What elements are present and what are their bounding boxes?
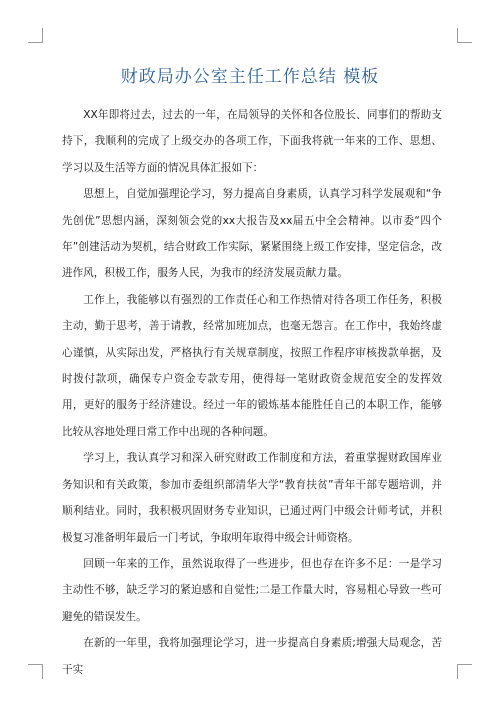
paragraph-study: 学习上，我认真学习和深入研究财政工作制度和方法，着重掌握财政国库业务知识和有关政策，参加市委组织部清华大学“教育扶贫”青年干部专题培训，并顺利结业。同时，我积极巩固财务专业知识，已通过两门中级会计师考试，并积极复习准备明年最后一门考试，争取明年取得中级会计师资格。 (62, 452, 442, 544)
paragraph-thought: 思想上，自觉加强理论学习，努力提高自身素质，认真学习科学发展观和“争先创优”思想内涵，深刻领会党的xx大报告及xx届五中全会精神。以市委“四个年”创建活动为契机，结合财政工作实际，紧紧围绕上级工作安排，坚定信念，改进作风，积极工作，服务人民，为我市的经济发展贡献力量。 (62, 188, 442, 280)
paragraph-work: 工作上，我能够以有强烈的工作责任心和工作热情对待各项工作任务，积极主动，勤于思考，善于请教，经常加班加点，也毫无怨言。在工作中，我始终虚心谨慎，从实际出发，严格执行有关规章制度，按照工作程序审核拨款单据，及时拨付款项，确保专户资金专款专用，使得每一笔财政资金规范安全的发挥效用，更好的服务于经济建设。经过一年的锻炼基本能胜任自己的本职工作，能够比较从容地处理日常工作中出现的各种问题。 (62, 293, 442, 438)
crop-mark-top-right (457, 28, 472, 43)
paragraph-review: 回顾一年来的工作，虽然说取得了一些进步，但也存在许多不足：一是学习主动性不够，缺乏学习的紧迫感和自觉性;二是工作量大时，容易粗心导致一些可避免的错误发生。 (62, 557, 442, 623)
paragraph-intro: XX年即将过去，过去的一年，在局领导的关怀和各位股长、同事们的帮助支持下，我顺利的完成了上级交办的各项工作，下面我将就一年来的工作、思想、学习以及生活等方面的情况具体汇报如下： (62, 109, 442, 174)
paragraph-future: 在新的一年里，我将加强理论学习，进一步提高自身素质;增强大局观念，苦干实 (62, 637, 442, 676)
crop-mark-bottom-left (28, 664, 43, 679)
document-title: 财政局办公室主任工作总结 模板 (120, 67, 380, 87)
crop-mark-top-left (28, 28, 43, 43)
document-body (62, 102, 442, 683)
crop-mark-bottom-right (457, 664, 472, 679)
